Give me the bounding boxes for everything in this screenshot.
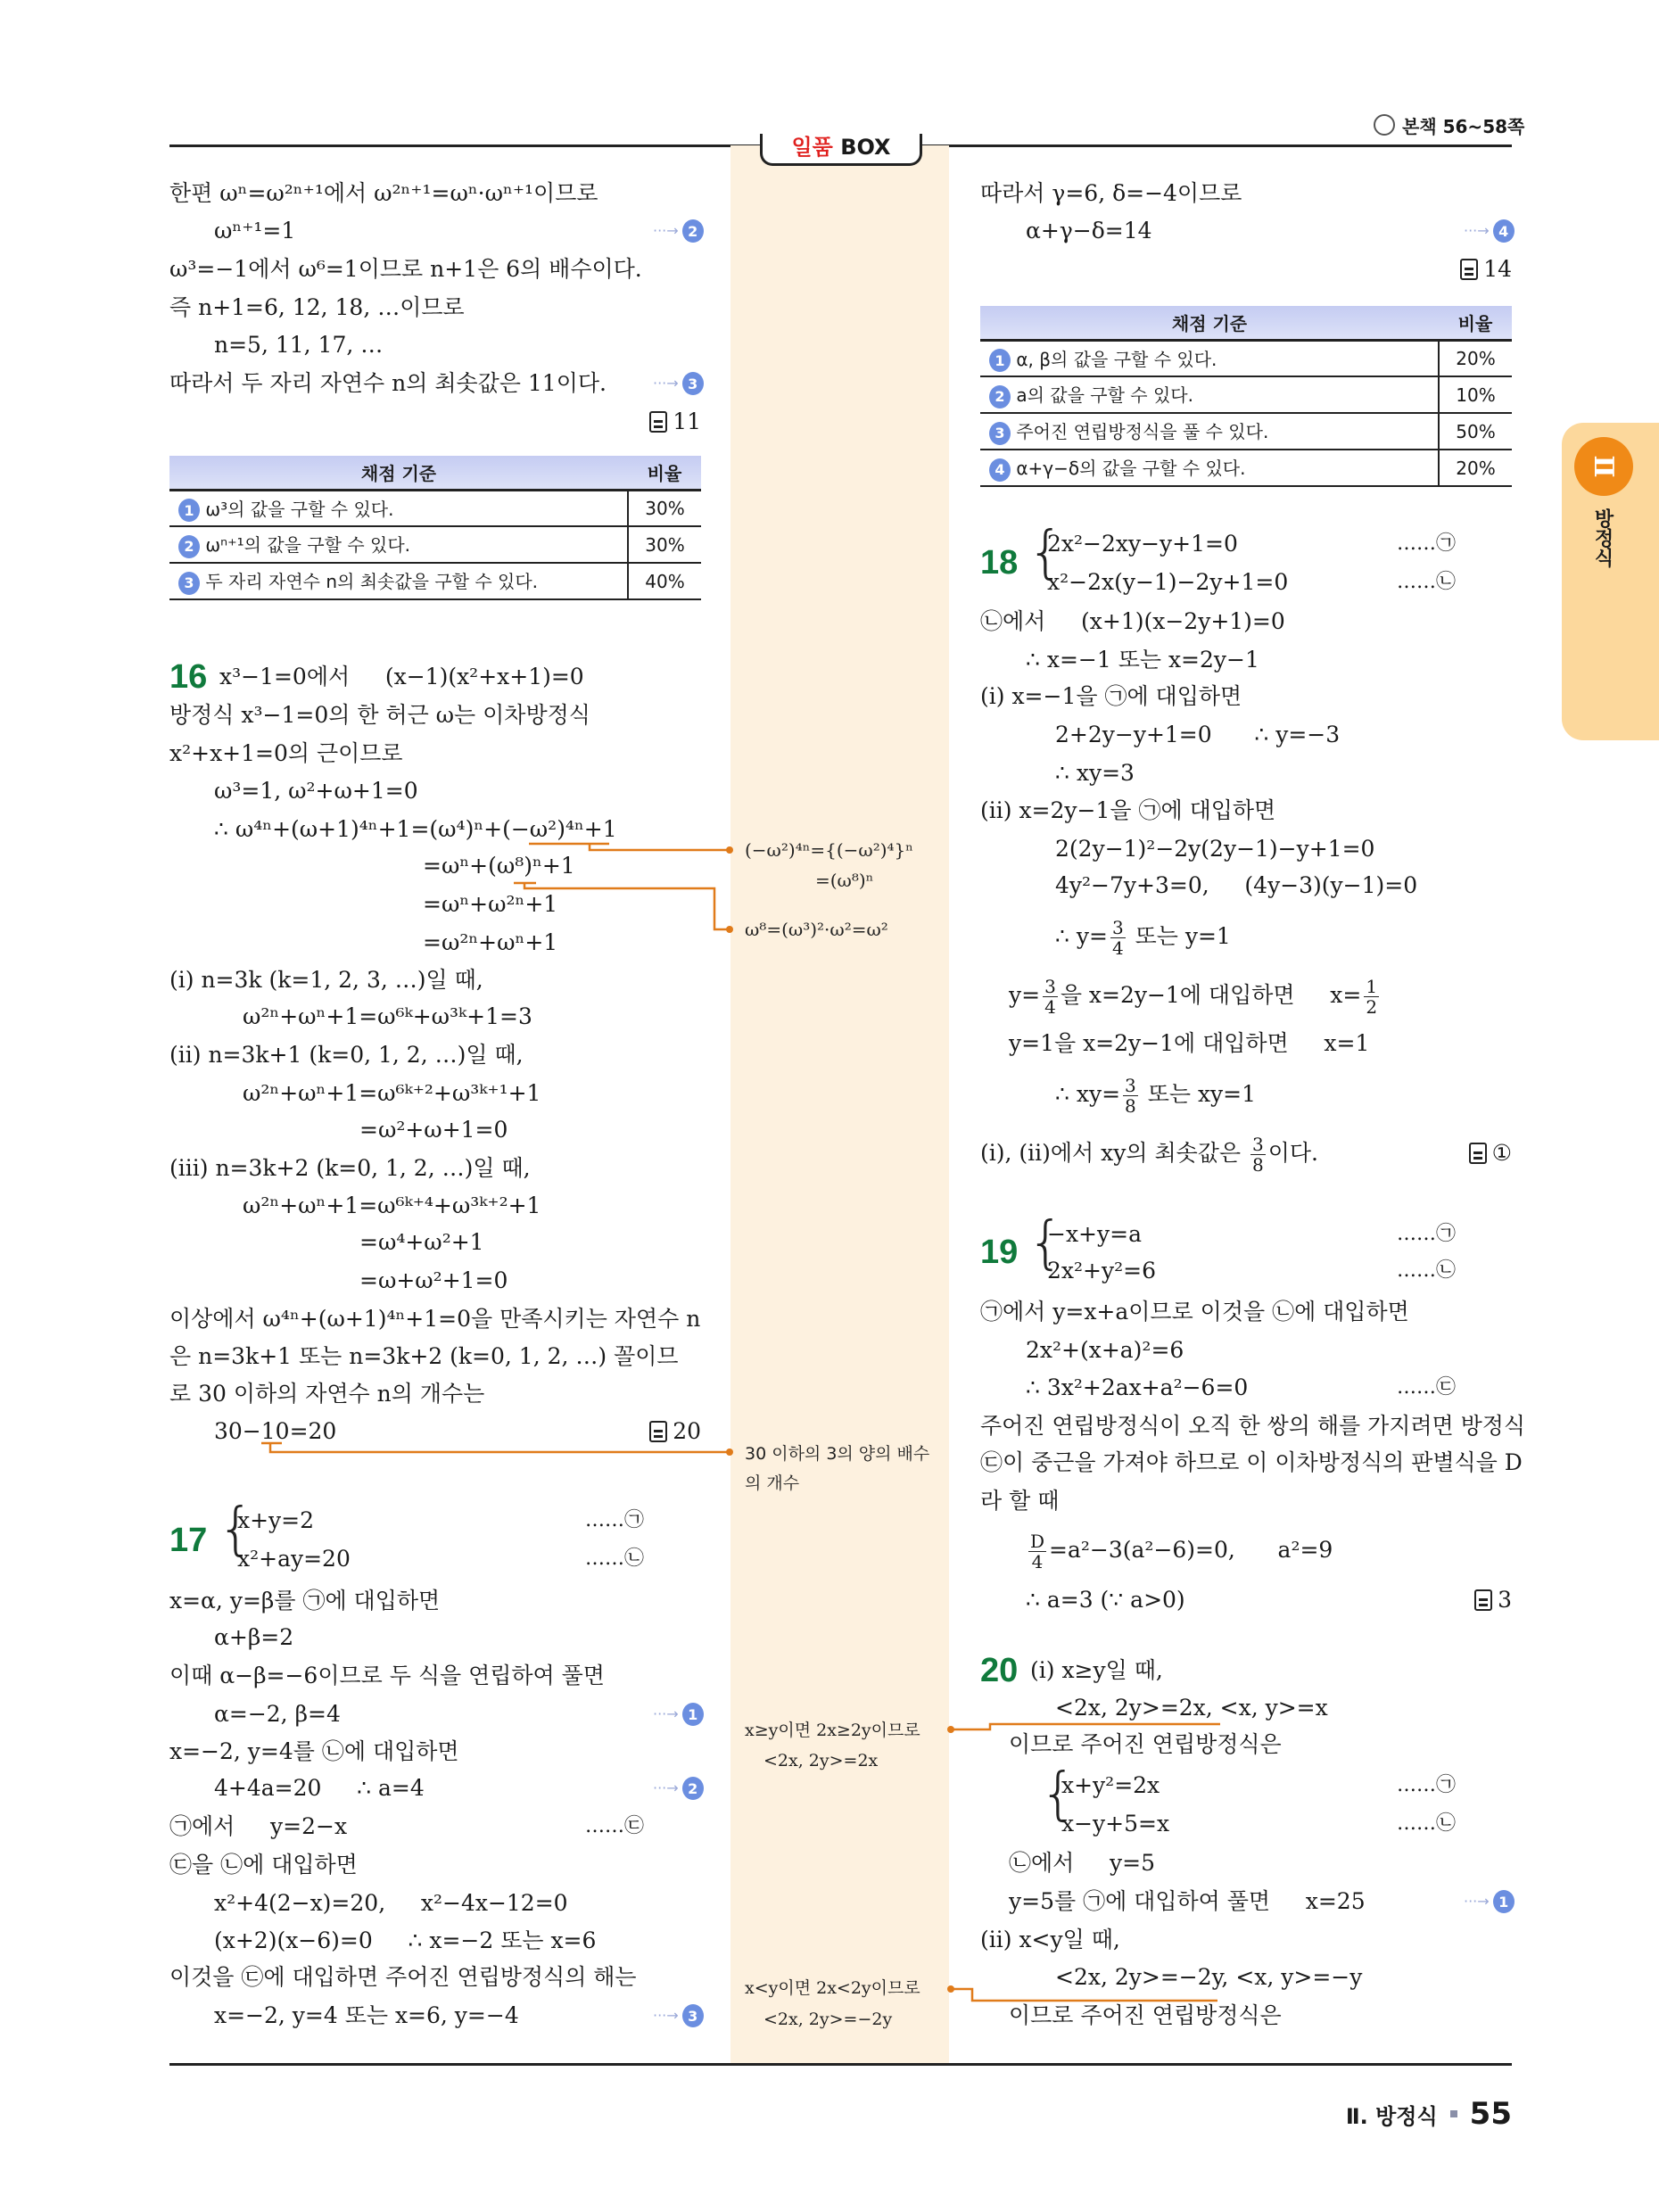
step-marker: ···→ 4	[1464, 213, 1515, 249]
solution-line-fraction	[980, 1131, 1318, 1176]
system-brace: {	[1040, 1762, 1077, 1828]
equation-tag: ……㉡	[1397, 1259, 1457, 1282]
solution-line: 이것을 ㉢에 대입하면 주어진 연립방정식의 해는	[169, 1964, 637, 1990]
system-equation: x+y²=2x	[1061, 1772, 1160, 1798]
side-note: <2x, 2y>=2x	[763, 1751, 879, 1770]
solution-line: ωⁿ⁺¹=1	[214, 218, 296, 243]
answer-value: 11	[673, 409, 701, 434]
table-row	[980, 376, 1512, 413]
answer-value: ①	[1491, 1140, 1512, 1166]
side-note: 30 이하의 3의 양의 배수	[745, 1444, 930, 1464]
solution-line: (ii) x<y일 때,	[980, 1927, 1120, 1952]
step-number: 3	[682, 372, 704, 395]
problem-number: 19	[980, 1234, 1019, 1271]
solution-line: 이상에서 ω⁴ⁿ+(ω+1)⁴ⁿ+1=0을 만족시키는 자연수 n	[169, 1306, 701, 1332]
step-marker: ···→ 2	[653, 213, 704, 249]
solution-line: ∴ a=3 (∵ a>0)	[1026, 1587, 1185, 1613]
system-equation: x+y=2	[237, 1507, 315, 1533]
solution-line: x=−2, y=4 또는 x=6, y=−4	[214, 2002, 519, 2028]
solution-line: x=−2, y=4를 ㉡에 대입하면	[169, 1738, 459, 1764]
table-row	[980, 340, 1512, 376]
problem-number: 20	[980, 1652, 1019, 1689]
system-equation: x²+ay=20	[237, 1546, 351, 1572]
side-note: =(ω⁸)ⁿ	[815, 870, 874, 891]
solution-line: 4+4a=20 ∴ a=4	[214, 1775, 425, 1801]
ratio: 30%	[628, 526, 701, 563]
solution-line-fraction	[1055, 1072, 1256, 1117]
equation-tag: ……㉢	[1397, 1376, 1457, 1399]
numerator: 3	[1252, 1134, 1264, 1155]
reference-text: 본책 56~58쪽	[1402, 115, 1525, 137]
text: 또는 xy=1	[1140, 1081, 1257, 1107]
system-equation: x²−2x(y−1)−2y+1=0	[1047, 569, 1289, 595]
system-equation: 2x²−2xy−y+1=0	[1047, 531, 1238, 557]
box-tab-red: 일품	[791, 135, 833, 160]
fraction	[1110, 918, 1126, 958]
solution-line: n=5, 11, 17, …	[214, 332, 384, 358]
side-note: (−ω²)⁴ⁿ={(−ω²)⁴}ⁿ	[745, 839, 913, 861]
text: ∴ xy=	[1055, 1081, 1121, 1107]
page-number: 55	[1469, 2096, 1512, 2132]
system-equation: 2x²+y²=6	[1047, 1258, 1156, 1283]
criterion: α+γ−δ의 값을 구할 수 있다.	[1016, 458, 1246, 480]
solution-line: ω²ⁿ+ωⁿ+1=ω⁶ᵏ+ω³ᵏ+1=3	[243, 1003, 532, 1029]
solution-line: 즉 n+1=6, 12, 18, …이므로	[169, 294, 465, 320]
text: y=	[1009, 982, 1041, 1008]
system-equation: x−y+5=x	[1061, 1811, 1170, 1836]
solution-line: 2+2y−y+1=0 ∴ y=−3	[1055, 722, 1341, 747]
equation-tag: ……㉠	[1397, 532, 1457, 555]
solution-line: α=−2, β=4	[214, 1701, 341, 1727]
answer-icon	[1469, 1143, 1487, 1164]
solution-line: =ωⁿ+(ω⁸)ⁿ+1	[423, 853, 575, 879]
fraction	[1364, 977, 1379, 1017]
denominator: 8	[1125, 1095, 1136, 1117]
text: =a²−3(a²−6)=0, a²=9	[1049, 1537, 1333, 1563]
denominator: 4	[1111, 937, 1124, 959]
denominator: 2	[1366, 996, 1378, 1018]
solution-line: 4y²−7y+3=0, (4y−3)(y−1)=0	[1055, 872, 1418, 898]
solution-line: =ω²ⁿ+ωⁿ+1	[423, 929, 558, 955]
equation-tag: ……㉢	[585, 1815, 645, 1837]
ratio: 10%	[1439, 376, 1512, 413]
table-header: 채점 기준	[169, 456, 628, 490]
criterion: 주어진 연립방정식을 풀 수 있다.	[1016, 421, 1269, 443]
solution-line: 이므로 주어진 연립방정식은	[1009, 2002, 1282, 2028]
solution-line: 따라서 γ=6, δ=−4이므로	[980, 180, 1242, 206]
answer-icon	[649, 411, 667, 433]
solution-line: 2x²+(x+a)²=6	[1026, 1337, 1184, 1363]
solution-line: y=1을 x=2y−1에 대입하면 x=1	[1009, 1030, 1370, 1056]
solution-line: (i) n=3k (k=1, 2, 3, …)일 때,	[169, 967, 483, 993]
text: 을 x=2y−1에 대입하면 x=	[1060, 982, 1362, 1008]
box-tab-dark: BOX	[840, 135, 891, 160]
equation-tag: ……㉡	[1397, 571, 1457, 593]
solution-line: ㉢이 중근을 가져야 하므로 이 이차방정식의 판별식을 D	[980, 1449, 1523, 1475]
solution-line: ∴ 3x²+2ax+a²−6=0	[1026, 1374, 1249, 1400]
side-note: x≥y이면 2x≥2y이므로	[745, 1721, 920, 1740]
solution-line: ω²ⁿ+ωⁿ+1=ω⁶ᵏ⁺⁴+ω³ᵏ⁺²+1	[243, 1193, 541, 1218]
fraction	[1123, 1076, 1138, 1116]
equation-tag: ……㉠	[1397, 1774, 1457, 1796]
solution-line: α+γ−δ=14	[1026, 218, 1152, 243]
solution-line: ∴ ω⁴ⁿ+(ω+1)⁴ⁿ+1=(ω⁴)ⁿ+(−ω²)⁴ⁿ+1	[214, 816, 617, 842]
step-number: 1	[682, 1703, 704, 1726]
problem-number: 18	[980, 544, 1019, 582]
solution-line: x=α, y=β를 ㉠에 대입하면	[169, 1588, 441, 1614]
text: 또는 y=1	[1127, 923, 1231, 949]
solution-line: ㉠에서 y=2−x	[169, 1813, 348, 1839]
solution-line: <2x, 2y>=−2y, <x, y>=−y	[1055, 1964, 1363, 1990]
step-number: 1	[989, 349, 1011, 372]
page-footer	[1346, 2096, 1512, 2132]
solution-line: 이므로 주어진 연립방정식은	[1009, 1731, 1282, 1757]
equation-tag: ……㉠	[1397, 1223, 1457, 1245]
solution-line: (i) x=−1을 ㉠에 대입하면	[980, 683, 1242, 709]
solution-line: (i) x≥y일 때,	[1030, 1657, 1163, 1683]
numerator: 1	[1366, 976, 1378, 997]
side-note: 의 개수	[745, 1473, 800, 1493]
solution-line: 로 30 이하의 자연수 n의 개수는	[169, 1381, 485, 1407]
system-brace: {	[1028, 1210, 1064, 1276]
scoring-table	[169, 456, 701, 600]
solution-line: x²+4(2−x)=20, x²−4x−12=0	[214, 1890, 568, 1916]
step-marker: ···→ 3	[653, 1998, 704, 2034]
step-marker: ···→ 2	[653, 1770, 704, 1806]
chapter-label: 방정식	[1591, 508, 1614, 567]
connector-dot	[726, 926, 733, 933]
table-row	[980, 450, 1512, 486]
solution-line-fraction	[1009, 973, 1382, 1018]
solution-line: x²+x+1=0의 근이므로	[169, 740, 403, 766]
connector-dot	[726, 846, 733, 854]
bottom-rule	[169, 2063, 1512, 2066]
table-header: 채점 기준	[980, 306, 1439, 340]
solution-line: (ii) n=3k+1 (k=0, 1, 2, …)일 때,	[169, 1042, 524, 1068]
answer-value: 3	[1498, 1587, 1512, 1613]
step-number: 2	[682, 1777, 704, 1800]
step-marker: ···→ 3	[653, 366, 704, 401]
side-note: x<y이면 2x<2y이므로	[745, 1978, 920, 1998]
solution-line: y=5를 ㉠에 대입하여 풀면 x=25	[1009, 1888, 1366, 1914]
step-number: 1	[1493, 1890, 1515, 1913]
solution-line: =ω+ω²+1=0	[359, 1267, 508, 1293]
step-number: 3	[989, 422, 1011, 445]
connector-dot	[947, 1726, 954, 1733]
system-equation: −x+y=a	[1047, 1221, 1142, 1247]
solution-line: ω³=1, ω²+ω+1=0	[214, 778, 418, 804]
numerator: 3	[1044, 976, 1056, 997]
criterion: α, β의 값을 구할 수 있다.	[1016, 348, 1217, 370]
solution-line-fraction	[1055, 914, 1231, 959]
ratio: 40%	[628, 563, 701, 599]
solution-line: α+β=2	[214, 1624, 294, 1650]
answer-value: 14	[1483, 256, 1512, 282]
square-bullet-icon	[1450, 2110, 1457, 2117]
table-header: 비율	[1439, 306, 1512, 340]
step-number: 3	[178, 572, 200, 595]
step-marker: ···→ 1	[1464, 1884, 1515, 1919]
solution-line: ∴ x=−1 또는 x=2y−1	[1026, 647, 1259, 673]
solution-line: ㉡에서 (x+1)(x−2y+1)=0	[980, 608, 1285, 634]
denominator: 4	[1044, 996, 1056, 1018]
answer-value: 20	[673, 1418, 701, 1444]
criterion: ωⁿ⁺¹의 값을 구할 수 있다.	[205, 534, 410, 557]
system-brace: {	[218, 1497, 254, 1563]
solution-line: =ω⁴+ω²+1	[359, 1229, 484, 1255]
step-number: 2	[178, 535, 200, 558]
footer-chapter: Ⅱ. 방정식	[1345, 2103, 1438, 2129]
table-row	[980, 413, 1512, 450]
text: (i), (ii)에서 xy의 최솟값은	[980, 1140, 1249, 1166]
step-marker: ···→ 1	[653, 1696, 704, 1732]
solution-line: ∴ xy=3	[1055, 760, 1135, 786]
criterion: 두 자리 자연수 n의 최솟값을 구할 수 있다.	[205, 571, 539, 593]
text: 이다.	[1267, 1140, 1318, 1166]
solution-line: =ω²+ω+1=0	[359, 1117, 508, 1143]
solution-line: ㉠에서 y=x+a이므로 이것을 ㉡에 대입하면	[980, 1299, 1409, 1325]
answer-icon	[1460, 259, 1478, 280]
solution-line: ㉡에서 y=5	[1009, 1850, 1156, 1876]
solution-line: x³−1=0에서 (x−1)(x²+x+1)=0	[219, 664, 584, 689]
solution-line-fraction	[1026, 1528, 1333, 1572]
scoring-table	[980, 306, 1512, 487]
problem-number: 16	[169, 658, 208, 696]
system-brace: {	[1028, 520, 1064, 586]
step-number: 4	[1493, 219, 1515, 243]
table-header: 비율	[628, 456, 701, 490]
criterion: a의 값을 구할 수 있다.	[1016, 384, 1193, 407]
table-row	[169, 563, 701, 599]
numerator: 3	[1125, 1075, 1136, 1096]
solution-line: ㉢을 ㉡에 대입하면	[169, 1852, 358, 1878]
fraction	[1028, 1531, 1046, 1572]
numerator: D	[1030, 1531, 1045, 1552]
solution-line: 라 할 때	[980, 1488, 1060, 1514]
step-number: 2	[989, 385, 1011, 409]
answer	[1469, 1135, 1512, 1171]
problem-number: 17	[169, 1522, 208, 1559]
denominator: 4	[1031, 1551, 1044, 1572]
criterion: ω³의 값을 구할 수 있다.	[205, 498, 394, 520]
equation-tag: ……㉠	[585, 1509, 645, 1531]
solution-line: (ii) x=2y−1을 ㉠에 대입하면	[980, 797, 1276, 823]
equation-tag: ……㉡	[585, 1548, 645, 1570]
solution-line: 2(2y−1)²−2y(2y−1)−y+1=0	[1055, 836, 1375, 862]
table-row	[169, 490, 701, 526]
step-number: 3	[682, 2004, 704, 2027]
side-note: <2x, 2y>=−2y	[763, 2010, 893, 2029]
equation-tag: ……㉡	[1397, 1812, 1457, 1835]
connector-dot	[947, 1985, 954, 1993]
solution-line: (iii) n=3k+2 (k=0, 1, 2, …)일 때,	[169, 1155, 531, 1181]
ratio: 20%	[1439, 450, 1512, 486]
solution-line: 은 n=3k+1 또는 n=3k+2 (k=0, 1, 2, …) 꼴이므	[169, 1343, 679, 1369]
answer	[1460, 252, 1512, 287]
ratio: 50%	[1439, 413, 1512, 450]
chapter-numeral: Ⅱ	[1588, 455, 1620, 478]
connector-dot	[726, 1449, 733, 1456]
text: ∴ y=	[1055, 923, 1108, 949]
step-number: 2	[682, 219, 704, 243]
answer	[649, 404, 701, 440]
numerator: 3	[1111, 917, 1124, 938]
solution-line: 한편 ωⁿ=ω²ⁿ⁺¹에서 ω²ⁿ⁺¹=ωⁿ·ωⁿ⁺¹이므로	[169, 180, 598, 206]
answer	[1474, 1582, 1512, 1618]
solution-line: 이때 α−β=−6이므로 두 식을 연립하여 풀면	[169, 1663, 605, 1688]
solution-line: 주어진 연립방정식이 오직 한 쌍의 해를 가지려면 방정식	[980, 1413, 1526, 1439]
side-note: ω⁸=(ω³)²·ω²=ω²	[745, 919, 888, 940]
step-number: 1	[178, 499, 200, 522]
step-number: 4	[989, 458, 1011, 482]
ratio: 20%	[1439, 340, 1512, 376]
solution-line: 따라서 두 자리 자연수 n의 최솟값은 11이다.	[169, 370, 607, 396]
answer	[649, 1414, 701, 1449]
answer-icon	[649, 1421, 667, 1442]
solution-line: <2x, 2y>=2x, <x, y>=x	[1055, 1695, 1328, 1721]
solution-line: (x+2)(x−6)=0 ∴ x=−2 또는 x=6	[214, 1927, 597, 1953]
solution-line: =ωⁿ+ω²ⁿ+1	[423, 891, 558, 917]
fraction	[1043, 977, 1058, 1017]
solution-line: ω²ⁿ+ωⁿ+1=ω⁶ᵏ⁺²+ω³ᵏ⁺¹+1	[243, 1080, 541, 1106]
answer-icon	[1474, 1589, 1492, 1611]
denominator: 8	[1252, 1154, 1264, 1176]
table-row	[169, 526, 701, 563]
fraction	[1250, 1135, 1266, 1175]
solution-line: 방정식 x³−1=0의 한 허근 ω는 이차방정식	[169, 702, 590, 728]
ratio: 30%	[628, 490, 701, 526]
solution-line: ω³=−1에서 ω⁶=1이므로 n+1은 6의 배수이다.	[169, 256, 642, 282]
solution-line: 30−10=20	[214, 1418, 337, 1444]
